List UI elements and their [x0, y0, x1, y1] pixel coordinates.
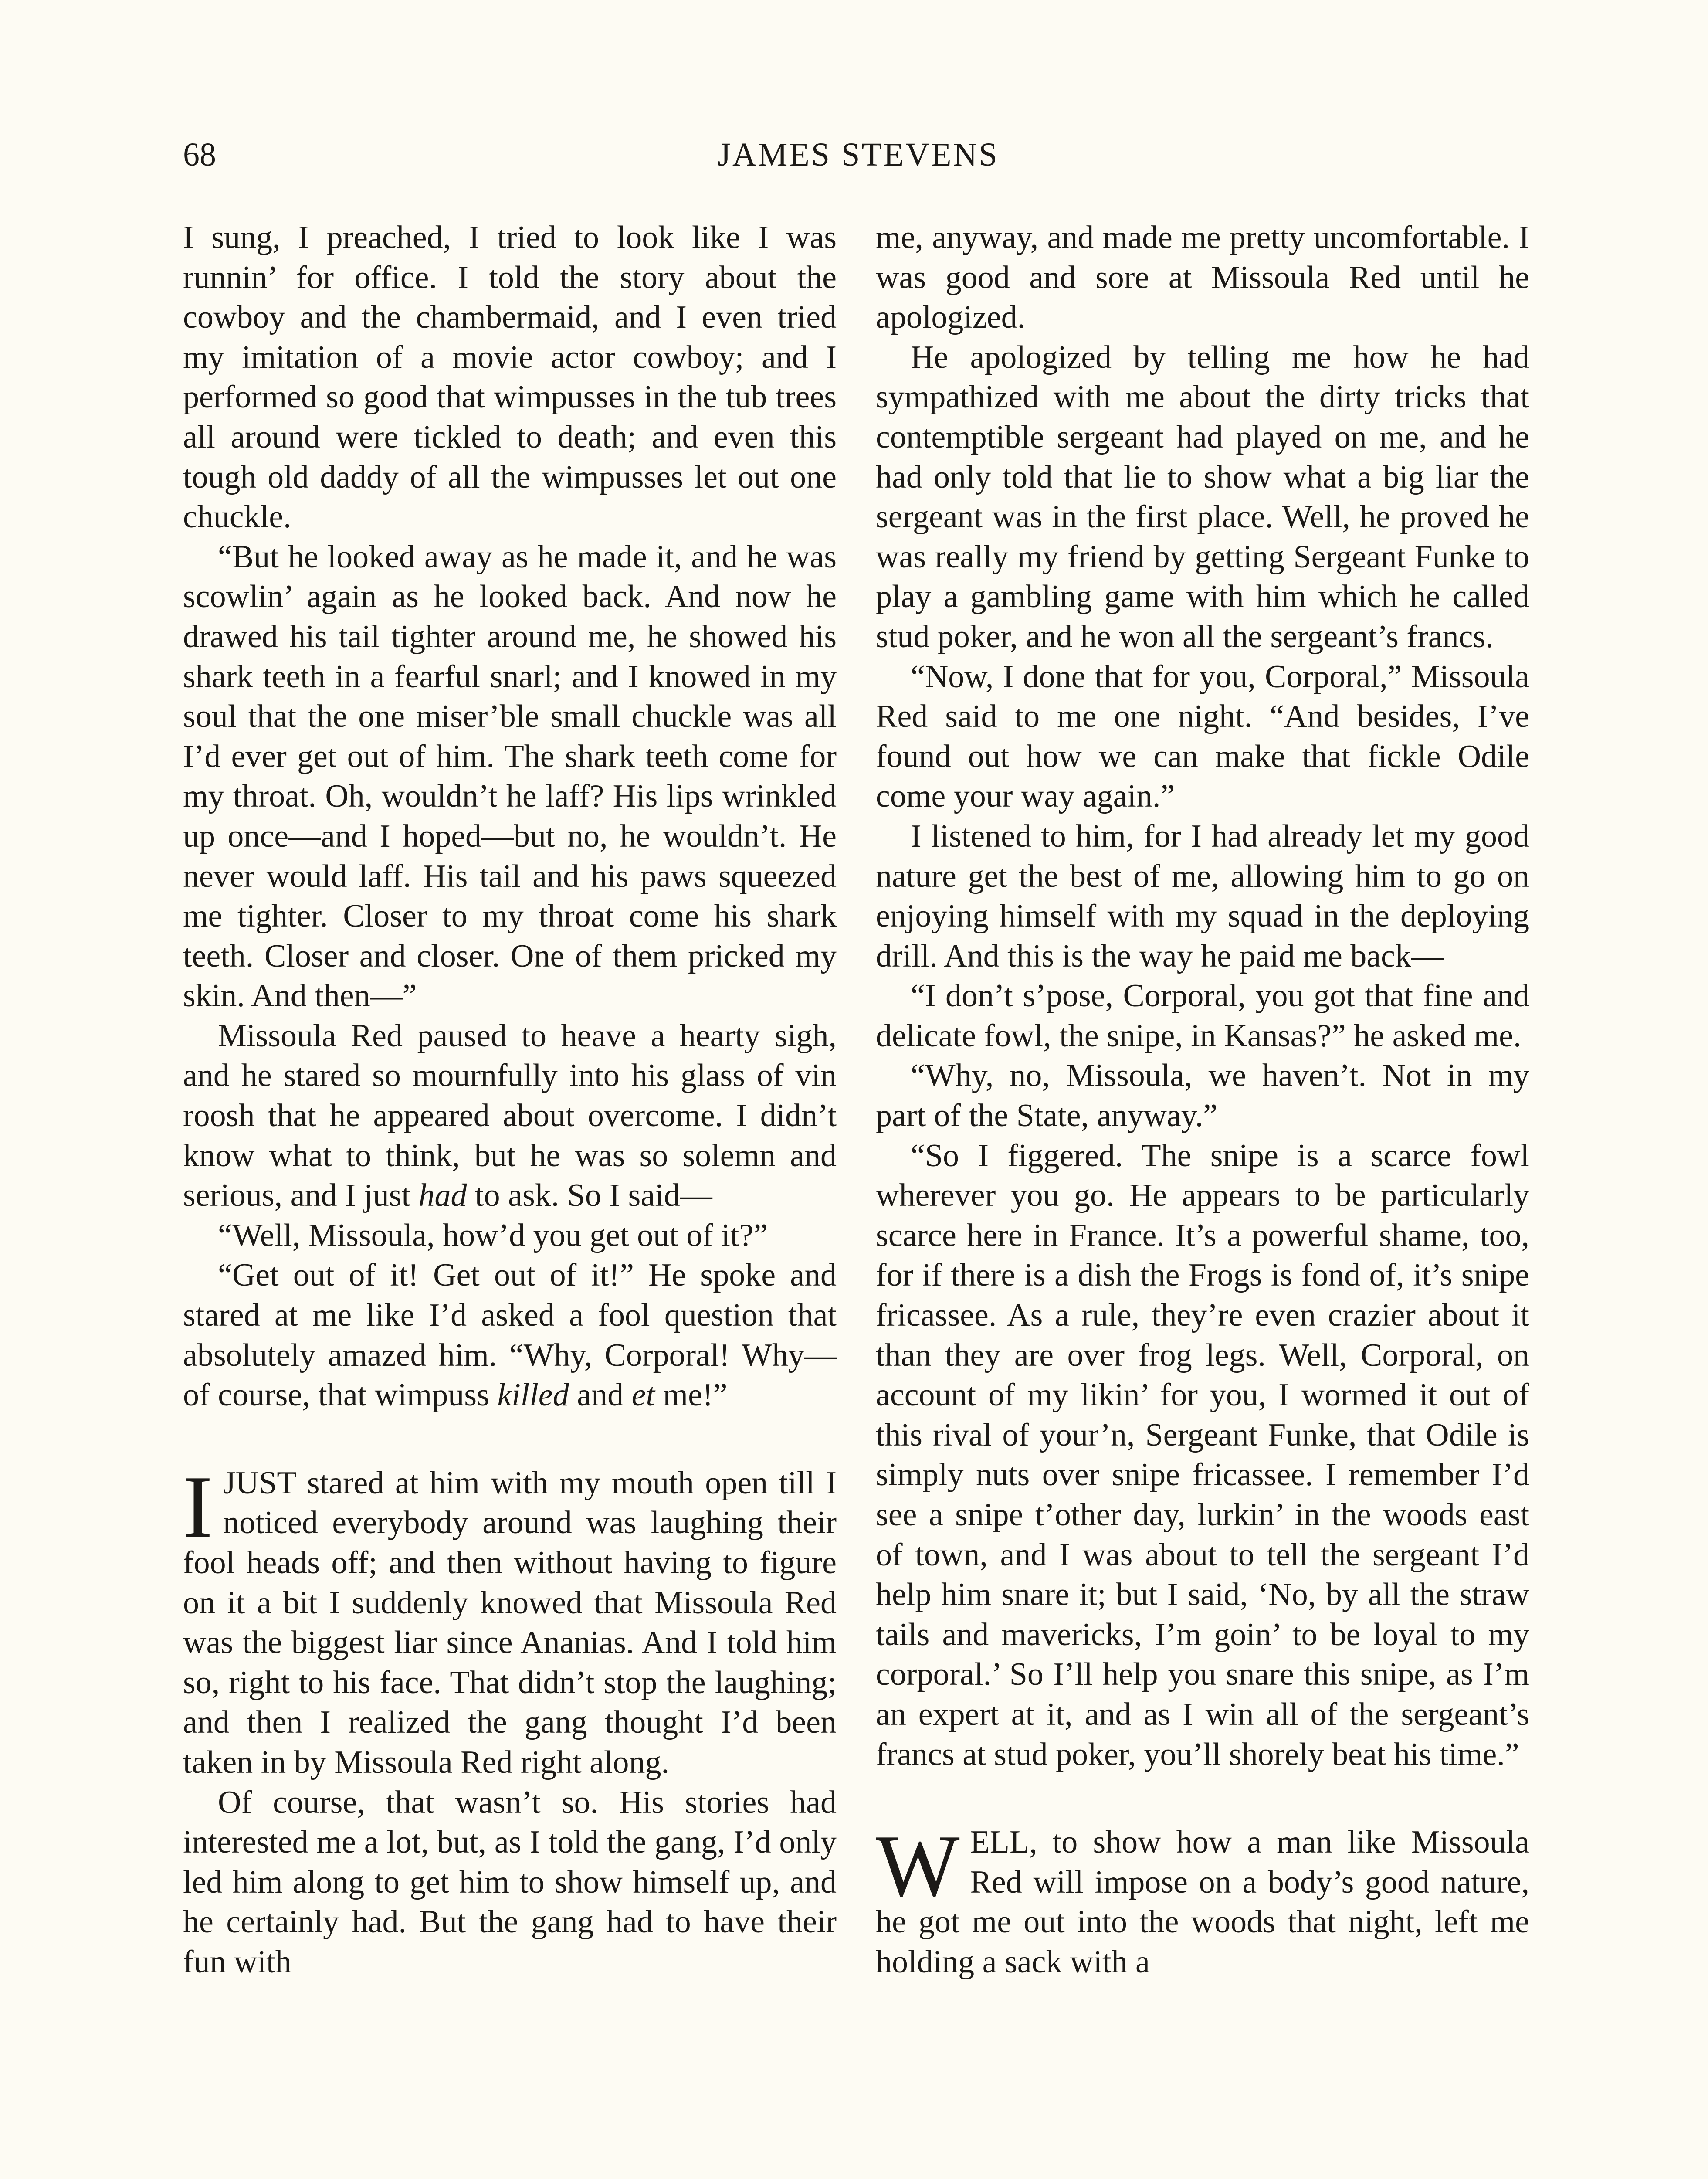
- paragraph: I sung, I preached, I tried to look like I was runnin’ for office. I told the story about the cowboy and the chambermaid, and I even tried my imitation of a movie actor cowboy; and I performed so good that wimpusses in the tub trees all around were tickled to death; and even this tough old daddy of all the wimpusses let out one chuckle.: [183, 220, 837, 535]
- paragraph: I listened to him, for I had already let my good nature get the best of me, allowing him to go on enjoying himself with my squad in the deploying drill. And this is the way he paid me back—: [876, 818, 1529, 974]
- paragraph: “I don’t s’pose, Corporal, you got that fine and delicate fowl, the snipe, in Kansas?” he asked me.: [876, 978, 1529, 1054]
- paragraph: Of course, that wasn’t so. His stories had interested me a lot, but, as I told the gang, I’d only led him along to get him to show himself up, and he certainly had. But the gang had to have their fun with: [183, 1784, 837, 1980]
- text-run: and: [569, 1377, 632, 1413]
- text-run: to show how a man like Missoula Red will impose on a body’s good nature, he got me out into the woods that night, left me holding a sack with a: [876, 1824, 1529, 1980]
- text-run: stared at him with my mouth open till I noticed everybody around was laughing their fool heads off; and then without having to figure on it a bit I suddenly knowed that Missoula Red was the biggest liar since Ananias. And I told him so, right to his face. That didn’t stop the laughing; and then I realized the gang thought I’d been taken in by Missoula Red right along.: [183, 1465, 837, 1780]
- emphasis: killed: [497, 1377, 569, 1413]
- paragraph: “Well, Missoula, how’d you get out of it?”: [218, 1217, 768, 1253]
- drop-cap: I: [183, 1457, 213, 1556]
- page-number: 68: [183, 136, 216, 173]
- emphasis: had: [418, 1178, 467, 1214]
- lead-in: JUST: [223, 1465, 296, 1501]
- paragraph: “Now, I done that for you, Corporal,” Missoula Red said to me one night. “And besides, I’ve found out how we can make that fickle Odile come your way again.”: [876, 658, 1529, 815]
- text-run: Missoula Red paused to heave a hearty sigh, and he stared so mournfully into his glass of vin roosh that he appeared about overcome. I didn’t know what to think, but he was so solemn and serious, and I just: [183, 1018, 837, 1214]
- paragraph: He apologized by telling me how he had sympathized with me about the dirty tricks that contemptible sergeant had played on me, and he had only told that lie to show what a big liar the sergeant was in the first place. Well, he proved he was really my friend by getting Sergeant Funke to play a gambling game with him which he called stud poker, and he won all the sergeant’s francs.: [876, 339, 1529, 655]
- lead-in: ELL,: [970, 1824, 1037, 1860]
- section-paragraph: [876, 1817, 1529, 1982]
- paragraph: “But he looked away as he made it, and he was scowlin’ again as he looked back. And now he drawed his tail tighter around me, he showed his shark teeth in a fearful snarl; and I knowed in my soul that the one miser’ble small chuckle was all I’d ever get out of him. The shark teeth come for my throat. Oh, wouldn’t he laff? His lips wrinkled up once—and I hoped—but no, he wouldn’t. He never would laff. His tail and his paws squeezed me tighter. Closer to my throat come his shark teeth. Closer and closer. One of them pricked my skin. And then—”: [183, 539, 837, 1014]
- paragraph: me, anyway, and made me pretty uncomfortable. I was good and sore at Missoula Red until he apologized.: [876, 220, 1529, 336]
- paragraph: [183, 1016, 837, 1216]
- page-header: [183, 131, 1534, 179]
- running-head: JAMES STEVENS: [718, 136, 999, 173]
- text-run: to ask. So I said—: [467, 1178, 712, 1214]
- text-run: “Get out of it! Get out of it!” He spoke and stared at me like I’d asked a fool question that absolutely amazed him. “Why, Corporal! Why—of course, that wimpuss: [183, 1257, 837, 1413]
- section-paragraph: [183, 1457, 837, 1783]
- text-run: me!”: [655, 1377, 728, 1413]
- paragraph: “So I figgered. The snipe is a scarce fowl wherever you go. He appears to be particularly scarce here in France. It’s a powerful shame, too, for if there is a dish the Frogs is fond of, it’s snipe fricassee. As a rule, they’re even crazier about it than they are over frog legs. Well, Corporal, on account of my likin’ for you, I wormed it out of this rival of your’n, Sergeant Funke, that Odile is simply nuts over snipe fricassee. I remember I’d see a snipe t’other day, lurkin’ in the woods east of town, and I was about to tell the sergeant I’d help him snare it; but I said, ‘No, by all the straw tails and mavericks, I’m goin’ to be loyal to my corporal.’ So I’ll help you snare this snipe, as I’m an expert at it, and as I win all of the sergeant’s francs at stud poker, you’ll shorely beat his time.”: [876, 1137, 1529, 1772]
- left-column: [183, 218, 837, 1982]
- emphasis: et: [631, 1377, 655, 1413]
- right-column: [876, 218, 1529, 1982]
- paragraph: [183, 1256, 837, 1415]
- drop-cap: W: [876, 1817, 960, 1916]
- paragraph: “Why, no, Missoula, we haven’t. Not in my part of the State, anyway.”: [876, 1058, 1529, 1134]
